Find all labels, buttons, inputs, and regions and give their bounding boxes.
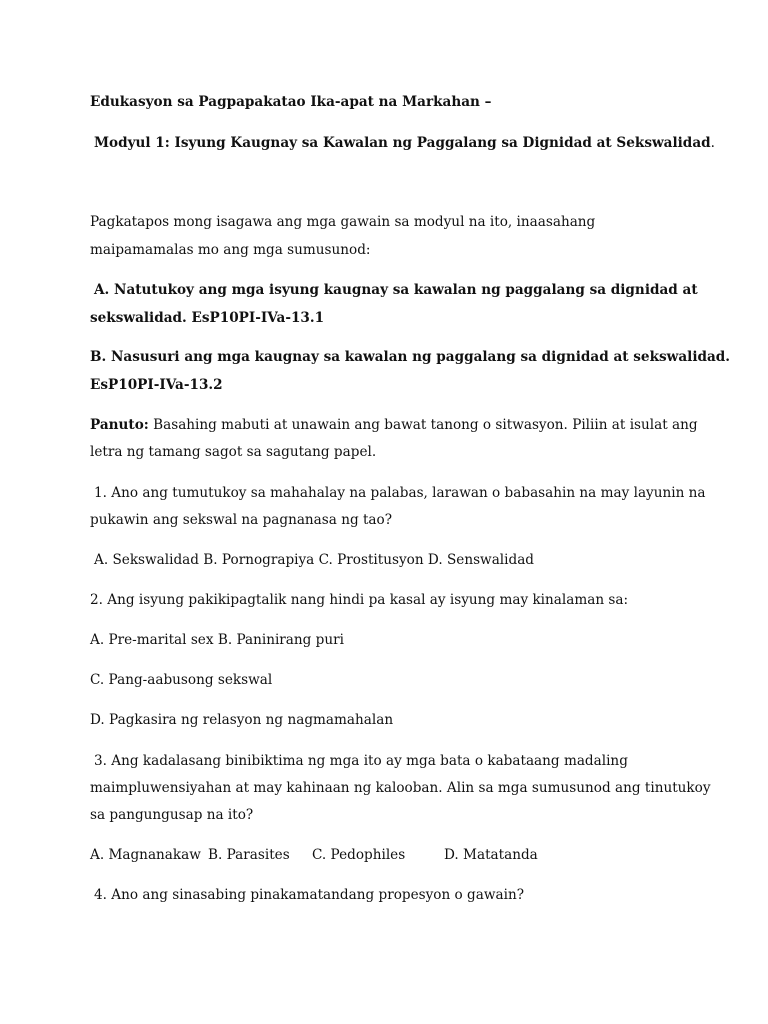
objective-a-line-1: A. Natutukoy ang mga isyung kaugnay sa kawalan ng paggalang sa dignidad at (94, 282, 698, 298)
module-title (94, 134, 715, 152)
question-3-choice-c: C. Pedophiles (312, 847, 406, 863)
objective-b-line-2: EsP10PI-IVa-13.2 (90, 377, 223, 393)
intro-line-1: Pagkatapos mong isagawa ang mga gawain sa modyul na ito, inaasahang (90, 214, 596, 230)
question-3-line-3: sa pangungusap na ito? (90, 807, 254, 823)
module-title-text: Modyul 1: Isyung Kaugnay sa Kawalan ng Paggalang sa Dignidad at Sekswalidad (94, 135, 711, 151)
question-2-choice-ab: A. Pre-marital sex B. Paninirang puri (90, 632, 344, 648)
question-2-line-1: 2. Ang isyung pakikipagtalik nang hindi pa kasal ay isyung may kinalaman sa: (90, 592, 629, 608)
question-3-choice-a: A. Magnanakaw (90, 847, 201, 863)
intro-line-2: maipamamalas mo ang mga sumusunod: (90, 242, 371, 258)
instructions-label: Panuto: (90, 417, 149, 433)
question-1-line-1: 1. Ano ang tumutukoy sa mahahalay na palabas, larawan o babasahin na may layunin na (94, 485, 706, 501)
question-4-line-1: 4. Ano ang sinasabing pinakamatandang propesyon o gawain? (94, 887, 524, 903)
instructions-text: Basahing mabuti at unawain ang bawat tanong o sitwasyon. Piliin at isulat ang (148, 417, 698, 433)
objective-b-line-1: B. Nasusuri ang mga kaugnay sa kawalan ng paggalang sa dignidad at sekswalidad. (90, 349, 731, 365)
objective-a-line-2: sekswalidad. EsP10PI-IVa-13.1 (90, 310, 325, 326)
question-2-choice-c: C. Pang-aabusong sekswal (90, 672, 273, 688)
question-3-choice-d: D. Matatanda (444, 847, 538, 863)
instructions-line-2: letra ng tamang sagot sa sagutang papel. (90, 444, 377, 460)
instructions-line-1 (90, 416, 698, 434)
question-2-choice-d: D. Pagkasira ng relasyon ng nagmamahalan (90, 712, 394, 728)
question-1-choices: A. Sekswalidad B. Pornograpiya C. Prostitusyon D. Senswalidad (94, 552, 534, 568)
question-3-choices (90, 846, 538, 864)
question-3-line-1: 3. Ang kadalasang binibiktima ng mga ito ay mga bata o kabataang madaling (94, 753, 628, 769)
question-1-line-2: pukawin ang sekswal na pagnanasa ng tao? (90, 512, 393, 528)
question-3-choice-b: B. Parasites (208, 847, 290, 863)
document-title: Edukasyon sa Pagpapakatao Ika-apat na Markahan – (90, 94, 492, 110)
module-title-period: . (710, 135, 715, 151)
question-3-line-2: maimpluwensiyahan at may kahinaan ng kalooban. Alin sa mga sumusunod ang tinutukoy (90, 780, 711, 796)
